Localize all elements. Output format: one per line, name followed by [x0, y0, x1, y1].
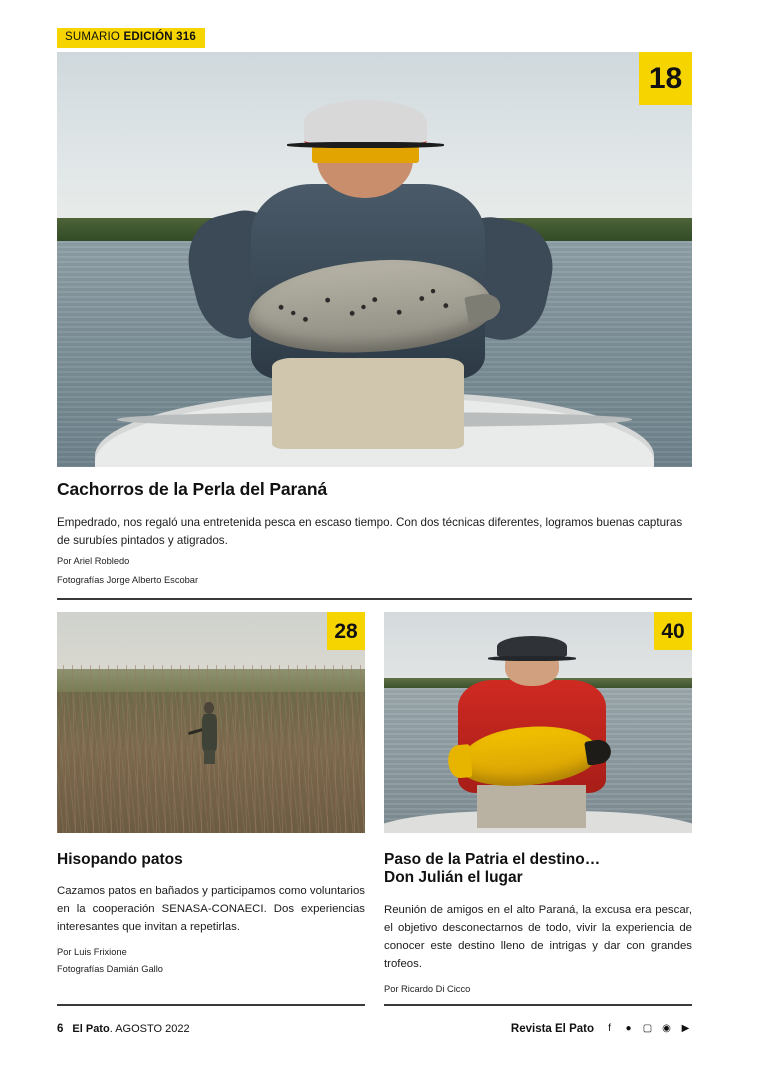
- divider-bottom-right: [384, 1004, 692, 1006]
- article-title-right-line1: Paso de la Patria el destino…: [384, 851, 601, 868]
- divider-middle: [57, 598, 692, 600]
- facebook-icon[interactable]: f: [608, 1023, 611, 1034]
- feature-photo-credit: Fotografías Jorge Alberto Escobar: [57, 575, 199, 585]
- footer-magazine-name: El Pato: [72, 1022, 110, 1035]
- sunglasses-icon: [312, 146, 419, 163]
- hunter-figure: [196, 700, 224, 762]
- body: [202, 714, 218, 752]
- page-badge-18: 18: [639, 52, 692, 105]
- page-badge-28: 28: [327, 612, 365, 650]
- article-card-paso-de-la-patria: [384, 612, 692, 994]
- footer-magazine-date: . AGOSTO 2022: [109, 1022, 190, 1035]
- footer-magazine-line: [72, 1023, 189, 1035]
- article-title-right: [384, 851, 692, 888]
- instagram-icon[interactable]: ▢: [642, 1023, 653, 1034]
- footer-left: [57, 1023, 190, 1035]
- legs: [272, 358, 464, 449]
- article-description-right: Reunión de amigos en el alto Paraná, la excusa era pescar, el objetivo desconectarnos de todo, vivir la experiencia de conocer este destino lleno de intrigas y dar con grandes trofeos.: [384, 903, 692, 970]
- article-title-right-line2: Don Julián el lugar: [384, 869, 523, 887]
- head: [204, 702, 214, 714]
- article-author-credit-left: Por Luis Frixione: [57, 947, 127, 958]
- twitter-icon[interactable]: ●: [625, 1023, 632, 1034]
- article-title-left: Hisopando patos: [57, 851, 183, 868]
- angler-figure: [452, 630, 612, 824]
- angler-figure: [235, 94, 502, 443]
- cap: [497, 636, 567, 657]
- article-author-credit-right: Por Ricardo Di Cicco: [384, 983, 471, 994]
- sumario-edition-tag: [57, 28, 205, 48]
- feature-photo: [57, 52, 692, 467]
- youtube-icon[interactable]: ▶: [681, 1023, 690, 1034]
- cap: [304, 100, 427, 145]
- footer-page-number: 6: [57, 1022, 64, 1035]
- divider-bottom-left: [57, 1004, 365, 1006]
- header: [57, 28, 205, 48]
- feature-title: Cachorros de la Perla del Paraná: [57, 479, 328, 499]
- legs: [477, 785, 586, 828]
- feature-author-credit: Por Ariel Robledo: [57, 556, 130, 566]
- sumario-label: SUMARIO: [65, 31, 124, 43]
- edition-label: EDICIÓN 316: [123, 31, 196, 43]
- article-photo-left: [57, 612, 365, 833]
- flickr-icon[interactable]: ◉: [662, 1023, 671, 1034]
- footer-right: [511, 1022, 692, 1035]
- legs: [204, 750, 215, 764]
- page-badge-40: 40: [654, 612, 692, 650]
- article-card-hisopando-patos: [57, 612, 365, 974]
- article-description-left: Cazamos patos en bañados y participamos como voluntarios en la cooperación SENASA-CONAECI. Dos experiencias interesantes que invitan a repetirlas.: [57, 885, 365, 934]
- footer: [57, 1022, 692, 1035]
- feature-description: Empedrado, nos regaló una entretenida pesca en escaso tiempo. Con dos técnicas diferentes, logramos buenas capturas de surubíes pintados y atigrados.: [57, 516, 683, 547]
- article-photo-right: [384, 612, 692, 833]
- footer-brand-label: Revista El Pato: [510, 1022, 594, 1035]
- article-photo-credit-left: Fotografías Damián Gallo: [57, 964, 163, 975]
